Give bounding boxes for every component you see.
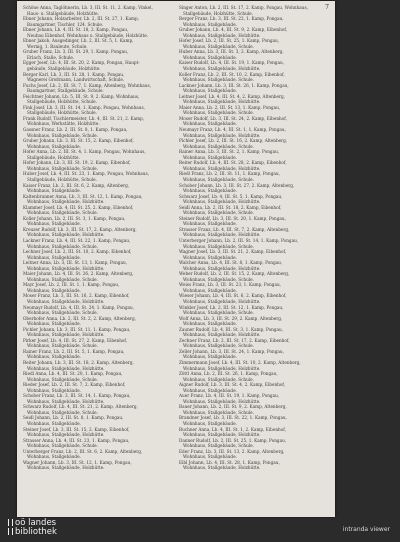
- register-entry-line: Wagner Josef, Lb. 3, III. St. 21, 2. Kamp, Eibenhof,: [179, 249, 287, 255]
- register-entry-line: Wohnhaus, Stallgebäude.: [183, 21, 237, 27]
- register-entry-line: Wohnhaus, Stallgebäude, Schule.: [183, 310, 254, 316]
- register-entry-line: Strasser Anna, Lb. 4, III. St. 23, 1. Kamp, Pongau,: [23, 437, 130, 443]
- register-entry-line: Singer Anton, Lb. 2, III. St. 17, 2. Kamp, Pongau, Wohnhaus,: [179, 5, 308, 10]
- register-entry-line: Schwarz Rudolf, Lb. 4, III. St. 21, 2. Kamp, Altenberg,: [23, 404, 138, 410]
- register-entry-line: Ebner Johann, Lb. 4, III. St. 18, 2. Kamp, Pongau,: [23, 27, 129, 33]
- register-entry-line: Wohnhaus, Stallgebäude.: [183, 254, 237, 260]
- register-entry-line: Wohnhaus, Stallgebäude, Schule.: [183, 409, 254, 415]
- register-entry-line: Lechner Josef, Lb. 2, III. St. 10, 2. Kamp, Eibenhof,: [23, 249, 132, 255]
- register-entry-line: Wohnhaus, Stallgebäude, Holzhütte.: [183, 432, 261, 438]
- register-entry-line: Stallgebäude, Holzhütte, Schule.: [27, 99, 97, 105]
- register-entry-line: Leitner Anna, Lb. 3, III. St. 13, 1. Kamp, Pongau,: [23, 260, 127, 266]
- register-entry-line: Pichler Josef, Lb. 2, III. St. 16, 2. Kamp, Altenberg,: [179, 138, 288, 144]
- viewer-label: intranda viewer: [342, 526, 390, 533]
- register-entry-line: Wohnhaus, Stallgebäude, Schule.: [183, 210, 254, 216]
- register-entry-line: Wohnhaus, Stallgebäude.: [183, 387, 237, 393]
- register-entry-line: Klammer Josef, Lb. 4, III. St. 25, 2. Kamp, Eibenhof,: [23, 204, 134, 210]
- register-entry-line: Ebner Jakob, Ausgedinger, Lb. 2, III. St. 5, 1. Kamp,: [23, 38, 134, 44]
- register-entry-line: Stallgebäude, Holzhütte, Schule.: [27, 176, 97, 182]
- register-entry-line: Aigner Rudolf, Lb. 3, III. St. 4, 2. Kamp, Eibenhof,: [179, 382, 286, 388]
- register-entry-line: Wohnhaus, Stallgebäude.: [183, 54, 237, 60]
- register-entry-line: Zauner Rudolf, Lb. 4, III. St. 3, 1. Kamp, Pongau,: [179, 326, 284, 332]
- register-entry-line: Weiss Franz, Lb. 3, III. St. 23, 1. Kamp, Pongau,: [179, 282, 281, 288]
- register-entry-line: Wohnhaus, Stallgebäude.: [27, 221, 81, 227]
- register-entry-line: Steiner Josef, Lb. 3, III. St. 15, 2. Kamp, Eibenhof,: [23, 426, 130, 432]
- register-entry-line: Bauer Johann, Lb. 2, III. St. 9, 2. Kamp, Altenberg,: [179, 404, 287, 410]
- register-entry-line: Wohnhaus, Stallgebäude, Schule.: [27, 409, 98, 415]
- register-entry-line: Kaltenbrunner Anna, Lb. 3, III. St. 12, 1. Kamp, Pongau,: [23, 193, 143, 199]
- register-entry-line: Wohnhaus, Stallgebäude, Holzhütte.: [183, 132, 261, 138]
- register-entry-line: Zöttl Anna, Lb. 2, III. St. 26, 1. Kamp, Pongau,: [179, 371, 278, 377]
- register-entry-line: Erlach, Stalle, Schule.: [27, 54, 75, 60]
- register-entry-line: Gassner Franz, Lb. 2, III. St. 8, 1. Kamp, Pongau,: [23, 127, 128, 133]
- register-entry-line: Hofer Anna, Lb. 2, III. St. 4, 1. Kamp, Pongau, Wohnhaus,: [23, 149, 146, 155]
- register-entry-line: Ebner Johann, Holzarbeiter, Lb. 2, III. St. 27, 1. Kamp,: [23, 16, 139, 22]
- register-entry-line: Reiter Johann, Lb. 3, III. St. 18, 2. Kamp, Altenberg,: [23, 360, 134, 365]
- register-entry-line: Wohnhaus, Stallgebäude, Schule.: [183, 376, 254, 382]
- register-entry-line: Hofer Johann, Lb. 3, III. St. 19, 2. Kamp, Eibenhof,: [23, 160, 131, 166]
- register-entry-line: Wohnhaus, Stallgebäude.: [183, 121, 237, 127]
- register-entry-line: Wohnhaus, Stallgebäude, Holzhütte.: [183, 32, 261, 38]
- register-entry-line: Wohnhaus, Stallgebäude, Holzhütte.: [27, 265, 105, 271]
- register-entry-line: Koller Franz, Lb. 2, III. St. 10, 2. Kamp, Eibenhof,: [179, 71, 285, 77]
- register-entry-line: Wohnhaus, Werkstätte, Holzhütte.: [27, 121, 100, 127]
- register-entry-line: Walcher Anna, Lb. 4, III. St. 8, 1. Kamp, Pongau,: [179, 260, 283, 266]
- register-entry-line: Wohnhaus, Stallgebäude, Holzhütte.: [27, 465, 105, 471]
- register-entry-line: Wohnhaus, Stallgebäude, Schule.: [27, 310, 98, 316]
- page-number: 7: [325, 4, 329, 11]
- register-entry-line: Wohnhaus, Stallgebäude, Holzhütte.: [183, 298, 261, 304]
- register-entry-line: Kaiser Rudolf, Lb. 4, III. St. 19, 1. Kamp, Pongau,: [179, 60, 284, 66]
- register-entry-line: Wohnhaus, Stallgebäude.: [27, 454, 81, 460]
- register-entry-line: Wohnhaus, Stallgebäude, Schule.: [183, 276, 254, 282]
- register-entry-line: Kreuzer Rudolf, Lb. 3, III. St. 17, 2. Kamp, Altenberg,: [23, 226, 137, 232]
- register-entry-line: Wohnhaus, Stallgebäude, Schule.: [183, 176, 254, 182]
- register-entry-line: Wohnhaus, Stallgebäude.: [27, 321, 81, 327]
- register-entry-line: Stallgebäude, Holzhütte.: [27, 154, 80, 160]
- register-entry-line: Seidl Anna, Lb. 2, III. St. 18, 2. Kamp, Eibenhof,: [179, 204, 282, 210]
- register-entry-line: Wohnhaus, Stallgebäude.: [183, 354, 237, 360]
- register-entry-line: Wohnhaus, Stallgebäude, Schule.: [183, 77, 254, 83]
- register-entry-line: Berger Franz, Lb. 3, III. St. 22, 1. Kamp, Pongau,: [179, 16, 284, 22]
- register-entry-line: Wohnhaus, Stallgebäude.: [183, 221, 237, 227]
- register-entry-line: Strasser Franz, Lb. 4, III. St. 7, 2. Kamp, Altenberg,: [179, 226, 290, 232]
- register-entry-line: Wagnerei Großmann, Landwirtschaft, Schule.: [27, 77, 125, 83]
- register-entry-line: Eibl Johann, Lb. 4, III. St. 28, 1. Kamp, Pongau,: [179, 459, 280, 465]
- register-entry-line: Pichler Johann, Lb. 3, III. St. 11, 1. Kamp, Pongau,: [23, 326, 131, 332]
- register-entry-line: Eder Franz, Lb. 3, III. St. 13, 2. Kamp, Altenberg,: [179, 448, 285, 454]
- register-entry-line: Wohnhaus, Stallgebäude.: [183, 421, 237, 427]
- register-entry-line: gebäude, Stallgebäude, Holzhütte.: [27, 66, 101, 72]
- register-entry-line: Zeller Johann, Lb. 3, III. St. 24, 1. Kamp, Pongau,: [179, 348, 284, 354]
- register-entry-line: Fink Josef, Lb. 3, III. St. 14, 1. Kamp, Pongau, Wohnhaus,: [23, 104, 145, 110]
- register-entry-line: Wohnhaus, Stallgebäude, Schule.: [27, 132, 98, 138]
- register-entry-line: Wohnhaus, Stallgebäude, Holzhütte.: [183, 66, 261, 72]
- register-entry-line: Winkler Josef, Lb. 2, III. St. 12, 1. Kamp, Pongau,: [179, 304, 284, 310]
- register-entry-line: Rieder Josef, Lb. 2, III. St. 7, 2. Kamp, Eibenhof,: [23, 382, 126, 388]
- register-entry-line: Baumgartner, Tischler, 124. Schule.: [27, 21, 104, 27]
- library-logo[interactable]: [8, 519, 57, 537]
- register-entry-line: Kaiser Franz, Lb. 2, III. St. 6, 2. Kamp, Altenberg,: [23, 182, 130, 188]
- register-entry-line: Reiter Rudolf, Lb. 4, III. St. 28, 2. Kamp, Eibenhof,: [179, 160, 287, 166]
- register-entry-line: Gruber Johann, Lb. 4, III. St. 9, 2. Kamp, Eibenhof,: [179, 27, 288, 33]
- register-entry-line: Stallgebäude, Holzhütte, Schule.: [183, 10, 253, 16]
- register-entry-line: Lackner Franz, Lb. 4, III. St. 22, 1. Kamp, Pongau,: [23, 237, 131, 243]
- register-entry-line: Wohnhaus, Stallgebäude, Schule.: [183, 343, 254, 349]
- register-entry-line: Wohnhaus, Stallgebäude.: [27, 188, 81, 194]
- register-entry-line: Wohnhaus, Stallgebäude.: [27, 254, 81, 260]
- register-entry-line: Brandner Josef, Lb. 3, III. St. 22, 1. Kamp, Pongau,: [179, 415, 287, 421]
- register-entry-line: Wohnhaus, Stallgebäude, Holzhütte.: [183, 199, 261, 205]
- register-entry-line: Neubau Eibenhof, Wohnhaus u. Stallgebäude, Holzhütte.: [27, 32, 149, 38]
- register-entry-line: Maier Johann, Lb. 4, III. St. 26, 2. Kamp, Altenberg,: [23, 271, 134, 277]
- register-entry-line: Pirker Josef, Lb. 4, III. St. 27, 2. Kamp, Eibenhof,: [23, 337, 128, 343]
- register-entry-line: Huber Anna, Lb. 3, III. St. 3, 2. Kamp, Altenberg,: [179, 49, 284, 55]
- register-entry-line: Stallgebäude, Holzhütte, Schule.: [27, 110, 97, 116]
- register-entry-line: Auer Franz, Lb. 4, III. St. 19, 1. Kamp, Pongau,: [179, 393, 280, 399]
- register-entry-line: Wohnhaus, Stallgebäude.: [183, 154, 237, 160]
- register-entry-line: Riedl Franz, Lb. 2, III. St. 11, 1. Kamp, Pongau,: [179, 171, 280, 177]
- register-entry-line: Rainer Franz, Lb. 2, III. St. 5, 1. Kamp, Pongau,: [23, 348, 125, 354]
- register-entry-line: Neumayr Rudolf, Lb. 4, III. St. 24, 1. Kamp, Pongau,: [23, 304, 135, 310]
- register-entry-line: Steiner Rudolf, Lb. 3, III. St. 20, 1. Kamp, Pongau,: [179, 215, 286, 221]
- register-entry-line: Koller Johann, Lb. 2, III. St. 3, 1. Kamp, Pongau,: [23, 215, 126, 221]
- register-entry-line: Wohnhaus, Stallgebäude.: [27, 421, 81, 427]
- register-entry-line: Riedl Anna, Lb. 4, III. St. 20, 1. Kamp, Pongau,: [23, 371, 123, 377]
- scanned-page: [17, 1, 335, 517]
- register-entry-line: Gruber Franz, Lb. 3, III. St. 29, 1. Kamp, Pongau,: [23, 49, 129, 55]
- register-entry-line: Wohnhaus, Stallgebäude.: [27, 143, 81, 149]
- register-entry-line: Wohnhaus, Stallgebäude, Schule.: [183, 243, 254, 249]
- register-entry-line: Wohnhaus, Stallgebäude, Schule.: [183, 443, 254, 449]
- register-entry-line: Wohnhaus, Stallgebäude, Schule.: [27, 243, 98, 249]
- register-entry-line: Wohnhaus, Stallgebäude, Holzhütte.: [183, 99, 261, 105]
- register-entry-line: Huber Josef, Lb. 4, III. St. 23, 1. Kamp, Pongau, Wohnhaus,: [23, 171, 149, 177]
- register-entry-line: Wolf Anna, Lb. 3, III. St. 29, 2. Kamp, Altenberg,: [179, 315, 283, 321]
- register-entry-line: Fuchs Josef, Lb. 2, III. St. 7, 1. Kamp, Altenberg, Wohnhaus,: [23, 82, 151, 88]
- register-entry-line: Wohnhaus, Stallgebäude.: [183, 188, 237, 194]
- right-text-column: [179, 5, 325, 471]
- register-entry-line: Frank Rudolf, Tischlermeister, Lb. 4, III. St. 21, 2. Kamp,: [23, 115, 145, 121]
- logo-mark-icon: [8, 519, 13, 526]
- register-entry-line: Wohnhaus, Stallgebäude.: [183, 454, 237, 460]
- register-entry-line: Moser Rudolf, Lb. 3, III. St. 24, 2. Kamp, Eibenhof,: [179, 115, 287, 121]
- viewer-footer: [0, 518, 400, 542]
- register-entry-line: Weber Rudolf, Lb. 2, III. St. 15, 2. Kamp, Altenberg,: [179, 271, 290, 277]
- register-entry-line: Wagner Johann, Lb. 3, III. St. 12, 1. Kamp, Pongau,: [23, 459, 132, 465]
- register-entry-line: Wohnhaus, Stallgebäude, Schule.: [27, 210, 98, 216]
- register-entry-line: Zechner Franz, Lb. 2, III. St. 17, 2. Kamp, Eibenhof,: [179, 337, 290, 343]
- left-text-column: [23, 5, 169, 471]
- register-entry-line: Oberhofer Anna, Lb. 2, III. St. 2, 2. Kamp, Altenberg,: [23, 315, 137, 321]
- logo-line-2: bibliothek: [15, 527, 57, 537]
- register-entry-line: Wohnhaus, Stallgebäude, Holzhütte.: [183, 232, 261, 238]
- register-entry-line: Wohnhaus, Stallgebäude, Schule.: [27, 443, 98, 449]
- register-entry-line: Wohnhaus, Stallgebäude, Schule.: [27, 276, 98, 282]
- register-entry-line: Haus- u. Stallgebäude, Holzhütte.: [27, 10, 99, 16]
- register-entry-line: Mayr Josef, Lb. 2, III. St. 1, 1. Kamp, Pongau,: [23, 282, 120, 288]
- register-entry-line: Wohnhaus, Stallgebäude, Holzhütte.: [27, 432, 105, 438]
- register-entry-line: Rainer Anna, Lb. 3, III. St. 2, 1. Kamp, Pongau,: [179, 149, 280, 155]
- register-entry-line: Wernig, 1. Bauleute, Schule.: [27, 43, 88, 49]
- register-entry-line: Moser Franz, Lb. 3, III. St. 16, 2. Kamp, Eibenhof,: [23, 293, 130, 299]
- register-entry-line: Unterberger Johann, Lb. 2, III. St. 14, 1. Kamp, Pongau,: [179, 237, 299, 243]
- register-entry-line: Wohnhaus, Stallgebäude, Schule.: [27, 343, 98, 349]
- register-entry-line: Schwarz Josef, Lb. 4, III. St. 5, 1. Kamp, Pongau,: [179, 193, 283, 199]
- register-entry-line: Danner Rudolf, Lb. 2, III. St. 25, 1. Kamp, Pongau,: [179, 437, 287, 443]
- register-entry-line: Egger Josef, Lb. 4, III. St. 20, 2. Kamp, Pongau, Haupt-: [23, 60, 140, 66]
- register-entry-line: Berger Karl, Lb. 3, III. St. 28, 1. Kamp, Pongau,: [23, 71, 125, 77]
- register-entry-line: Buchner Anna, Lb. 4, III. St. 1, 2. Kamp, Eibenhof,: [179, 426, 286, 432]
- register-entry-line: Wohnhaus, Stallgebäude, Holzhütte.: [183, 165, 261, 171]
- register-entry-line: Feichtner Johann, Lb. 5, III. St. 9, 2. Kamp, Wohnhaus,: [23, 93, 140, 99]
- logo-mark-icon: [8, 528, 13, 535]
- register-entry-line: Wohnhaus, Stallgebäude, Holzhütte.: [27, 298, 105, 304]
- register-entry-line: Wohnhaus, Stallgebäude, Holzhütte.: [27, 232, 105, 238]
- register-entry-line: Wohnhaus, Stallgebäude.: [27, 354, 81, 360]
- register-entry-line: Wohnhaus, Stallgebäude, Holzhütte.: [27, 199, 105, 205]
- register-entry-line: Wohnhaus, Stallgebäude.: [183, 321, 237, 327]
- register-entry-line: Wohnhaus, Stallgebäude, Schule.: [27, 165, 98, 171]
- register-entry-line: Hofer Josef, Lb. 2, III. St. 25, 1. Kamp, Pongau,: [179, 38, 280, 44]
- register-entry-line: Wohnhaus, Stallgebäude, Schule.: [183, 143, 254, 149]
- register-entry-line: Wohnhaus, Stallgebäude, Holzhütte.: [183, 365, 261, 371]
- register-entry-line: Seidl Johann, Lb. 2, III. St. 8, 1. Kamp, Pongau,: [23, 415, 124, 421]
- register-entry-line: Schöne Anna, Taglöhnerin, Lb. 3, III. St. 11, 2. Kamp, Vinkel,: [23, 5, 153, 10]
- register-entry-line: Schober Johann, Lb. 3, III. St. 27, 2. Kamp, Altenberg,: [179, 182, 295, 188]
- register-entry-line: Lackner Johann, Lb. 3, III. St. 26, 1. Kamp, Pongau,: [179, 82, 289, 88]
- register-entry-line: Wohnhaus, Stallgebäude, Holzhütte.: [183, 398, 261, 404]
- register-entry-line: Wohnhaus, Stallgebäude.: [183, 287, 237, 293]
- register-entry-line: Wohnhaus, Stallgebäude, Schule.: [183, 43, 254, 49]
- register-entry-line: Gruber Johann, Lb. 3, III. St. 15, 2. Kamp, Eibenhof,: [23, 138, 134, 144]
- register-entry-line: Wohnhaus, Stallgebäude, Holzhütte.: [27, 332, 105, 338]
- register-entry-line: Wohnhaus, Stallgebäude, Holzhütte.: [183, 265, 261, 271]
- register-entry-line: Wohnhaus, Stallgebäude, Schule.: [27, 376, 98, 382]
- register-entry-line: Wohnhaus, Stallgebäude, Holzhütte.: [183, 465, 261, 471]
- register-entry-line: Neumayr Franz, Lb. 4, III. St. 1, 1. Kamp, Pongau,: [179, 127, 286, 133]
- register-entry-line: Wohnhaus, Stallgebäude, Schule.: [183, 110, 254, 116]
- register-entry-line: Wohnhaus, Stallgebäude.: [27, 287, 81, 293]
- register-entry-line: Maier Anna, Lb. 2, III. St. 13, 1. Kamp, Pongau,: [179, 104, 281, 110]
- register-entry-line: Wohnhaus, Stallgebäude, Holzhütte.: [27, 365, 105, 371]
- register-entry-line: Baumgartner, Stallgebäude, Schule.: [27, 88, 104, 94]
- register-entry-line: Leitner Josef, Lb. 4, III. St. 4, 2. Kamp, Altenberg,: [179, 93, 285, 99]
- register-entry-line: Wohnhaus, Stallgebäude, Holzhütte.: [27, 398, 105, 404]
- register-entry-line: Wohnhaus, Stallgebäude.: [27, 387, 81, 393]
- register-entry-line: Wohnhaus, Stallgebäude.: [183, 88, 237, 94]
- register-entry-line: Zimmermann Josef, Lb. 4, III. St. 10, 2. Kamp, Altenberg,: [179, 360, 301, 365]
- register-entry-line: Unterberger Franz, Lb. 2, III. St. 6, 2. Kamp, Altenberg,: [23, 448, 143, 454]
- register-entry-line: Schober Franz, Lb. 3, III. St. 14, 1. Kamp, Pongau,: [23, 393, 131, 399]
- logo-line-1: oö landes: [15, 518, 57, 528]
- register-entry-line: Wohnhaus, Stallgebäude, Holzhütte.: [183, 332, 261, 338]
- register-entry-line: Wieser Johann, Lb. 4, III. St. 6, 2. Kamp, Eibenhof,: [179, 293, 287, 299]
